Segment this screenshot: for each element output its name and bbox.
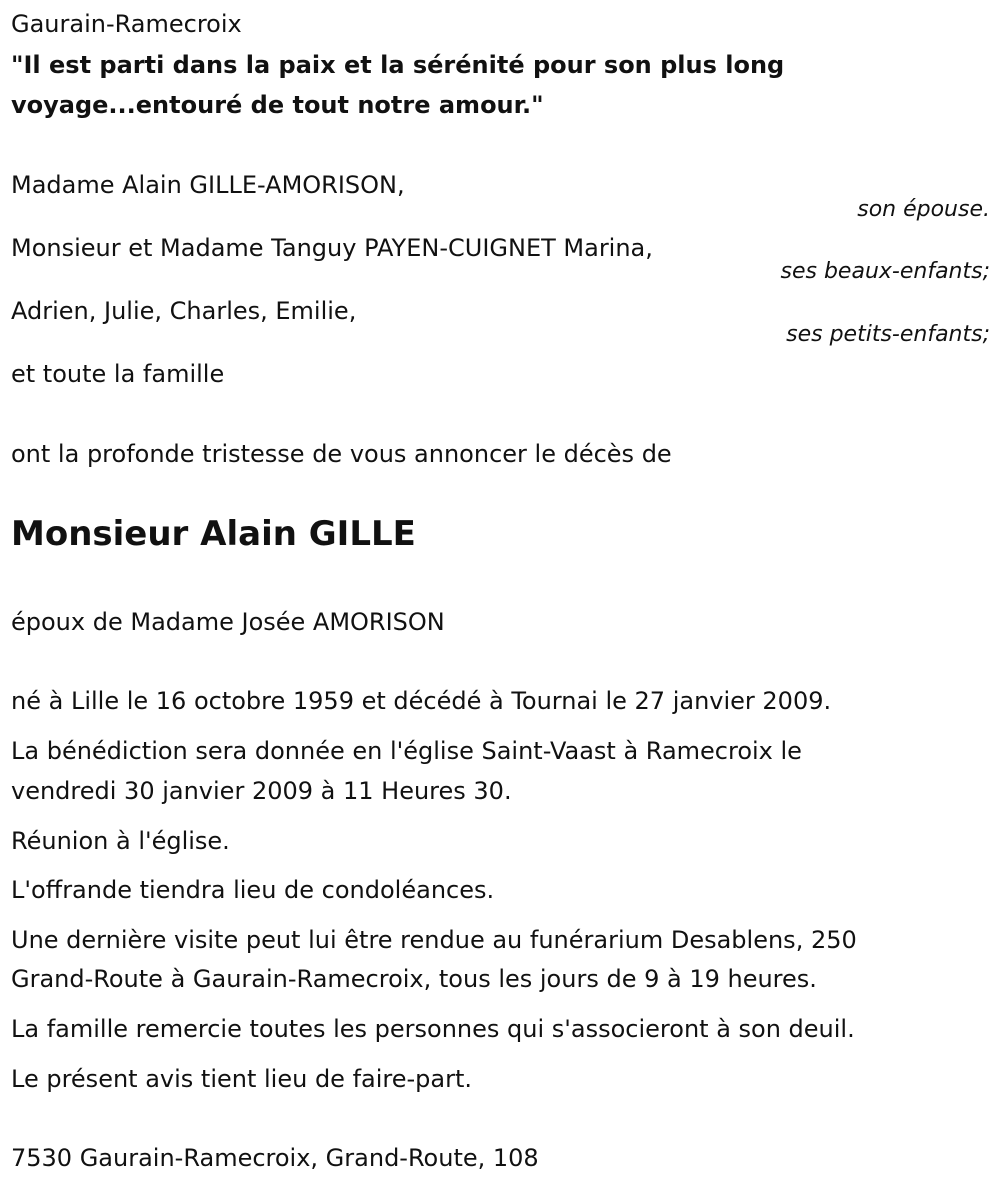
notice-text: Le présent avis tient lieu de faire-part.	[11, 1065, 473, 1093]
deceased-name: Monsieur Alain GILLE	[11, 514, 416, 554]
ceremony-line-1: La bénédiction sera donnée en l'église Saint-Vaast à Ramecroix le	[11, 737, 802, 765]
offering-text: L'offrande tiendra lieu de condoléances.	[11, 876, 495, 904]
visit-line-1: Une dernière visite peut lui être rendue au funérarium Desablens, 250	[11, 926, 857, 954]
announcement-text: ont la profonde tristesse de vous annoncer le décès de	[11, 440, 672, 468]
ceremony-line-2: vendredi 30 janvier 2009 à 11 Heures 30.	[11, 777, 512, 805]
family-member-all: et toute la famille	[11, 360, 225, 388]
quote-line-2: voyage...entouré de tout notre amour."	[11, 91, 544, 119]
thanks-text: La famille remercie toutes les personnes qui s'associeront à son deuil.	[11, 1015, 855, 1043]
family-member-grandchildren: Adrien, Julie, Charles, Emilie,	[11, 297, 357, 325]
relation-spouse: son épouse.	[857, 197, 990, 222]
birth-death-details: né à Lille le 16 octobre 1959 et décédé à Tournai le 27 janvier 2009.	[11, 687, 832, 715]
family-member-spouse: Madame Alain GILLE-AMORISON,	[11, 171, 405, 199]
relation-stepchildren: ses beaux-enfants;	[780, 259, 990, 284]
relation-grandchildren: ses petits-enfants;	[786, 322, 990, 347]
header-location: Gaurain-Ramecroix	[11, 10, 242, 38]
deceased-spouse: époux de Madame Josée AMORISON	[11, 608, 445, 636]
visit-line-2: Grand-Route à Gaurain-Ramecroix, tous les jours de 9 à 19 heures.	[11, 965, 817, 993]
address-text: 7530 Gaurain-Ramecroix, Grand-Route, 108	[11, 1144, 539, 1172]
reunion-text: Réunion à l'église.	[11, 827, 230, 855]
quote-line-1: "Il est parti dans la paix et la sérénité pour son plus long	[11, 51, 785, 79]
family-member-stepchildren: Monsieur et Madame Tanguy PAYEN-CUIGNET Marina,	[11, 234, 653, 262]
